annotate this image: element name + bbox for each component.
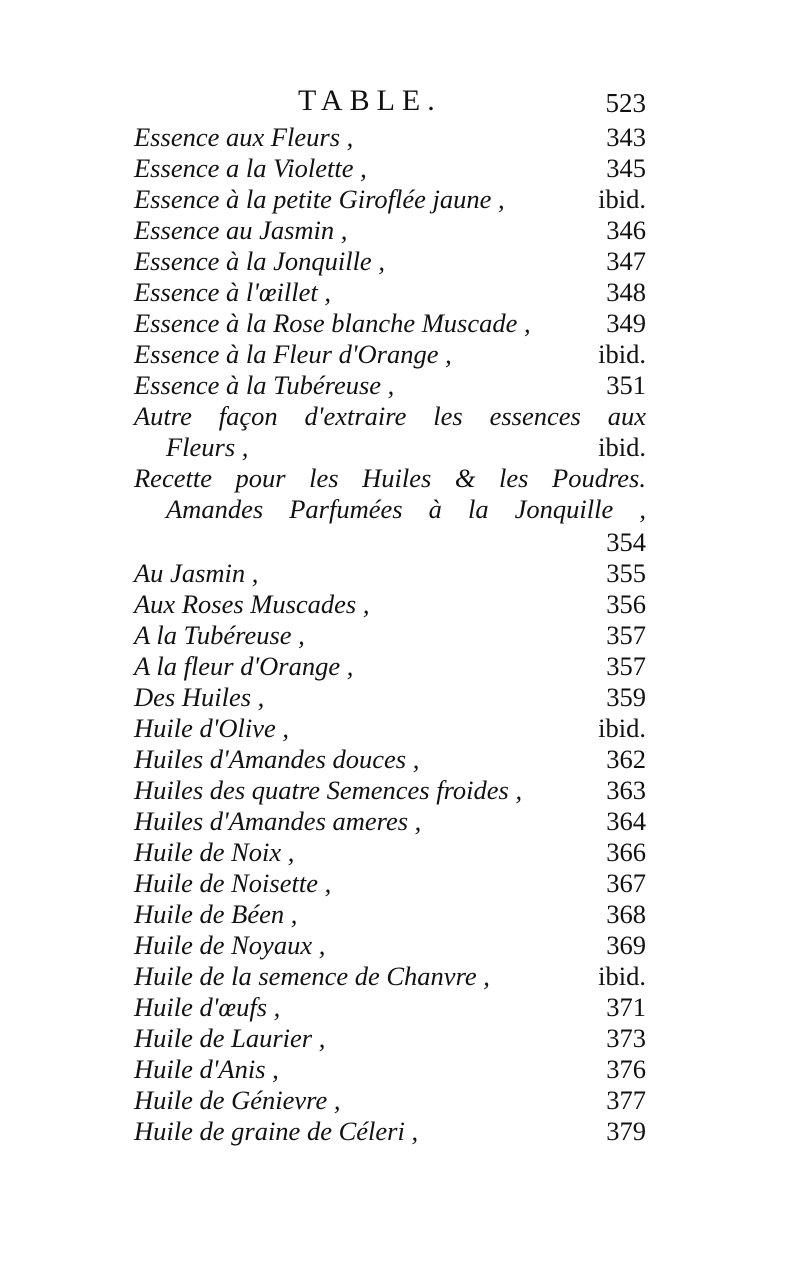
toc-entry-page: 369	[606, 930, 646, 960]
toc-entry-page: 345	[606, 153, 646, 183]
toc-entry-title: Essence a la Violette ,	[134, 153, 367, 183]
toc-entry-page: ibid.	[598, 339, 646, 369]
toc-entry	[134, 806, 646, 837]
toc-entry-page: 367	[606, 868, 646, 898]
toc-entry-title: Huiles d'Amandes ameres ,	[134, 806, 422, 836]
toc-entry	[134, 930, 646, 961]
toc-entry	[134, 401, 646, 432]
toc-entry-title: Essence à la Rose blanche Muscade ,	[134, 308, 531, 338]
toc-entry	[134, 1116, 646, 1147]
toc-entry	[134, 682, 646, 713]
toc-entry-title: Autre façon d'extraire les essences aux	[134, 401, 646, 431]
toc-entry-title: Huile de la semence de Chanvre ,	[134, 961, 490, 991]
toc-entry-page: 343	[606, 122, 646, 152]
toc-entry	[134, 558, 646, 589]
toc-entry-title: Huile de Laurier ,	[134, 1023, 326, 1053]
toc-entry	[134, 122, 646, 153]
toc-entry-page: 349	[606, 308, 646, 338]
toc-entry-title: Au Jasmin ,	[134, 558, 259, 588]
toc-entry-page: 354	[606, 527, 646, 557]
toc-entry-title: A la fleur d'Orange ,	[134, 651, 354, 681]
toc-entry-page: 379	[606, 1116, 646, 1146]
toc-entry-title: Huile de Noisette ,	[134, 868, 332, 898]
toc-entry	[134, 1085, 646, 1116]
toc-entry-page: 356	[606, 589, 646, 619]
toc-entry-title: Essence à la Jonquille ,	[134, 246, 385, 276]
toc-entry	[134, 494, 646, 525]
toc-entry	[134, 713, 646, 744]
toc-entry-page: ibid.	[598, 713, 646, 743]
toc-entry-title: Huiles des quatre Semences froides ,	[134, 775, 523, 805]
toc-entry	[134, 1054, 646, 1085]
toc-entry-page: 348	[606, 277, 646, 307]
toc-entry-page: 373	[606, 1023, 646, 1053]
toc-entry-page: 376	[606, 1054, 646, 1084]
toc-entry-title: Huile de Béen ,	[134, 899, 298, 929]
toc-entry-page: ibid.	[598, 184, 646, 214]
toc-entry	[134, 620, 646, 651]
toc-entry-page: 355	[606, 558, 646, 588]
toc-entry-title: Essence à la Tubéreuse ,	[134, 370, 395, 400]
toc-entry	[134, 153, 646, 184]
toc-entry-page: 371	[606, 992, 646, 1022]
running-head-title: TABLE.	[298, 84, 442, 117]
toc-entry-page: 363	[606, 775, 646, 805]
toc-entry	[134, 246, 646, 277]
toc-entry	[134, 184, 646, 215]
toc-entry-title: Huile d'œufs ,	[134, 992, 281, 1022]
toc-entry-title: Aux Roses Muscades ,	[134, 589, 370, 619]
toc-entry	[134, 961, 646, 992]
toc-section-heading	[134, 463, 646, 494]
toc-entry	[134, 992, 646, 1023]
toc-entry-page: 377	[606, 1085, 646, 1115]
toc-entry-title: Huile de Génievre ,	[134, 1085, 341, 1115]
toc-entry-page: 351	[606, 370, 646, 400]
toc-entry-page: 359	[606, 682, 646, 712]
toc-entry	[134, 1023, 646, 1054]
toc-entry-page: 364	[606, 806, 646, 836]
toc-entry-page: ibid.	[598, 961, 646, 991]
toc-entry-title: Huile de Noix ,	[134, 837, 295, 867]
toc-entry	[134, 837, 646, 868]
toc-entry-page: 346	[606, 215, 646, 245]
toc-entry-title: Huile d'Olive ,	[134, 713, 290, 743]
toc-entry-title: Essence au Jasmin ,	[134, 215, 348, 245]
toc-entry	[134, 308, 646, 339]
running-head-page-number: 523	[605, 88, 646, 118]
toc-entry-page: 368	[606, 899, 646, 929]
toc-entry	[134, 370, 646, 401]
toc-entry-page: 362	[606, 744, 646, 774]
toc-entry	[134, 651, 646, 682]
toc-entry-title: Fleurs ,	[166, 432, 249, 462]
toc-entry	[134, 744, 646, 775]
toc-entry-page: 357	[606, 620, 646, 650]
running-head	[0, 84, 800, 124]
toc-entry-title: Huile d'Anis ,	[134, 1054, 279, 1084]
toc-entry-title: Des Huiles ,	[134, 682, 265, 712]
toc-entry-title: Essence à la petite Giroflée jaune ,	[134, 184, 505, 214]
toc-entry	[134, 339, 646, 370]
toc-entry-title: Huile de graine de Céleri ,	[134, 1116, 419, 1146]
toc-entry-page: 366	[606, 837, 646, 867]
toc-entry-title: A la Tubéreuse ,	[134, 620, 305, 650]
toc-entry-title: Amandes Parfumées à la Jonquille ,	[166, 494, 646, 524]
toc-entry-page: 357	[606, 651, 646, 681]
toc-entry	[134, 775, 646, 806]
toc-entry-page: 347	[606, 246, 646, 276]
toc-entry	[134, 868, 646, 899]
toc-entry-title: Essence aux Fleurs ,	[134, 122, 354, 152]
toc-entry-title: Essence à l'œillet ,	[134, 277, 332, 307]
toc-entry	[134, 215, 646, 246]
toc-entry	[134, 899, 646, 930]
toc-entry-title: Essence à la Fleur d'Orange ,	[134, 339, 452, 369]
toc-entry-page: ibid.	[598, 432, 646, 462]
toc-entry-title: Huiles d'Amandes douces ,	[134, 744, 420, 774]
toc-entry	[134, 527, 646, 558]
toc-entry	[134, 589, 646, 620]
toc-entry	[134, 432, 646, 463]
toc-entry	[134, 277, 646, 308]
toc-section-heading-title: Recette pour les Huiles & les Poudres.	[134, 463, 646, 493]
toc-entry-title: Huile de Noyaux ,	[134, 930, 326, 960]
